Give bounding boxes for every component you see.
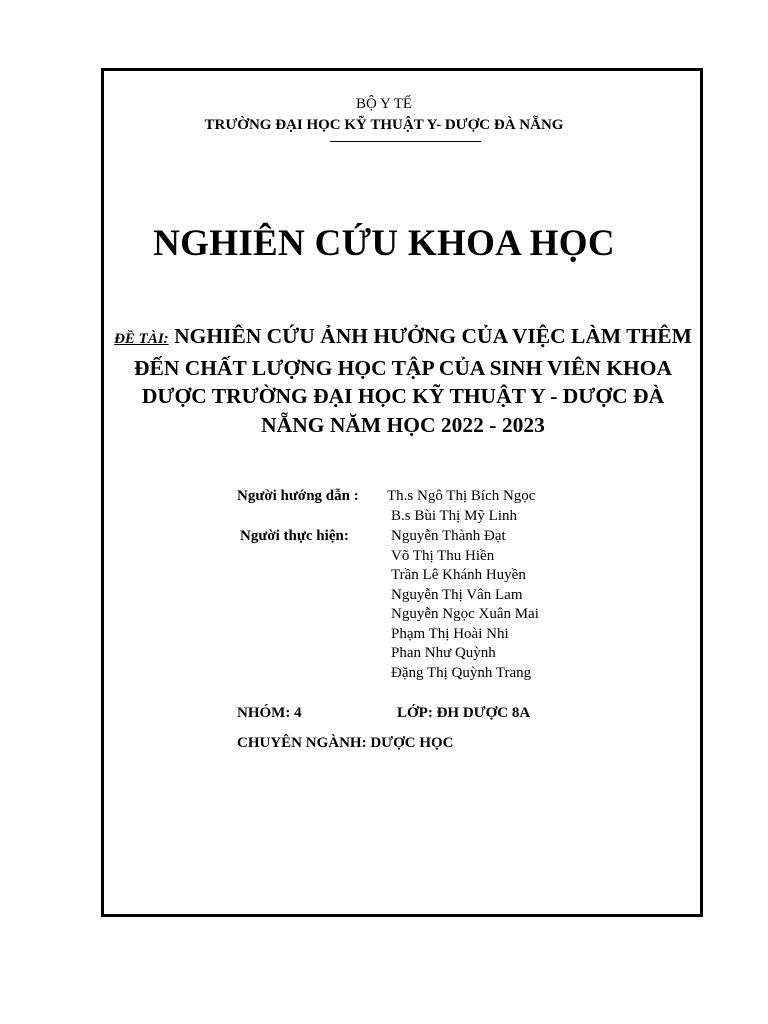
performer-name: Võ Thị Thu Hiền (391, 548, 495, 564)
ministry-name: BỘ Y TẾ (355, 96, 413, 112)
performer-name: Nguyễn Thành Đạt (391, 528, 506, 544)
performer-name: Phan Như Quỳnh (391, 645, 496, 661)
topic-text: NGHIÊN CỨU ẢNH HƯỞNG CỦA VIỆC LÀM THÊM ĐẾN CHẤT LƯỢNG HỌC TẬP CỦA SINH VIÊN KHOA DƯỢC TRƯỜNG ĐẠI HỌC KỸ THUẬT Y - DƯỢC ĐÀ NẴNG NĂM HỌC 2022 - 2023 (134, 324, 692, 437)
group-number: NHÓM: 4 (237, 705, 302, 721)
major-name: CHUYÊN NGÀNH: DƯỢC HỌC (237, 735, 454, 751)
performer-name: Nguyễn Ngọc Xuân Mai (391, 606, 539, 622)
supervisor-label: Người hướng dẫn : (237, 488, 359, 504)
performer-label: Người thực hiện: (240, 528, 349, 544)
main-title: NGHIÊN CỨU KHOA HỌC (153, 223, 615, 264)
supervisor-name: B.s Bùi Thị Mỹ Linh (391, 508, 517, 524)
supervisor-name: Th.s Ngô Thị Bích Ngọc (387, 488, 536, 504)
performer-name: Đặng Thị Quỳnh Trang (391, 665, 532, 681)
performer-name: Phạm Thị Hoài Nhi (391, 626, 509, 642)
school-name: TRƯỜNG ĐẠI HỌC KỸ THUẬT Y- DƯỢC ĐÀ NẴNG (204, 117, 564, 133)
performer-name: Trần Lê Khánh Huyền (391, 567, 526, 583)
topic-label: ĐỀ TÀI: (114, 331, 169, 347)
performer-name: Nguyễn Thị Vân Lam (391, 587, 523, 603)
class-name: LỚP: ĐH DƯỢC 8A (397, 705, 531, 721)
